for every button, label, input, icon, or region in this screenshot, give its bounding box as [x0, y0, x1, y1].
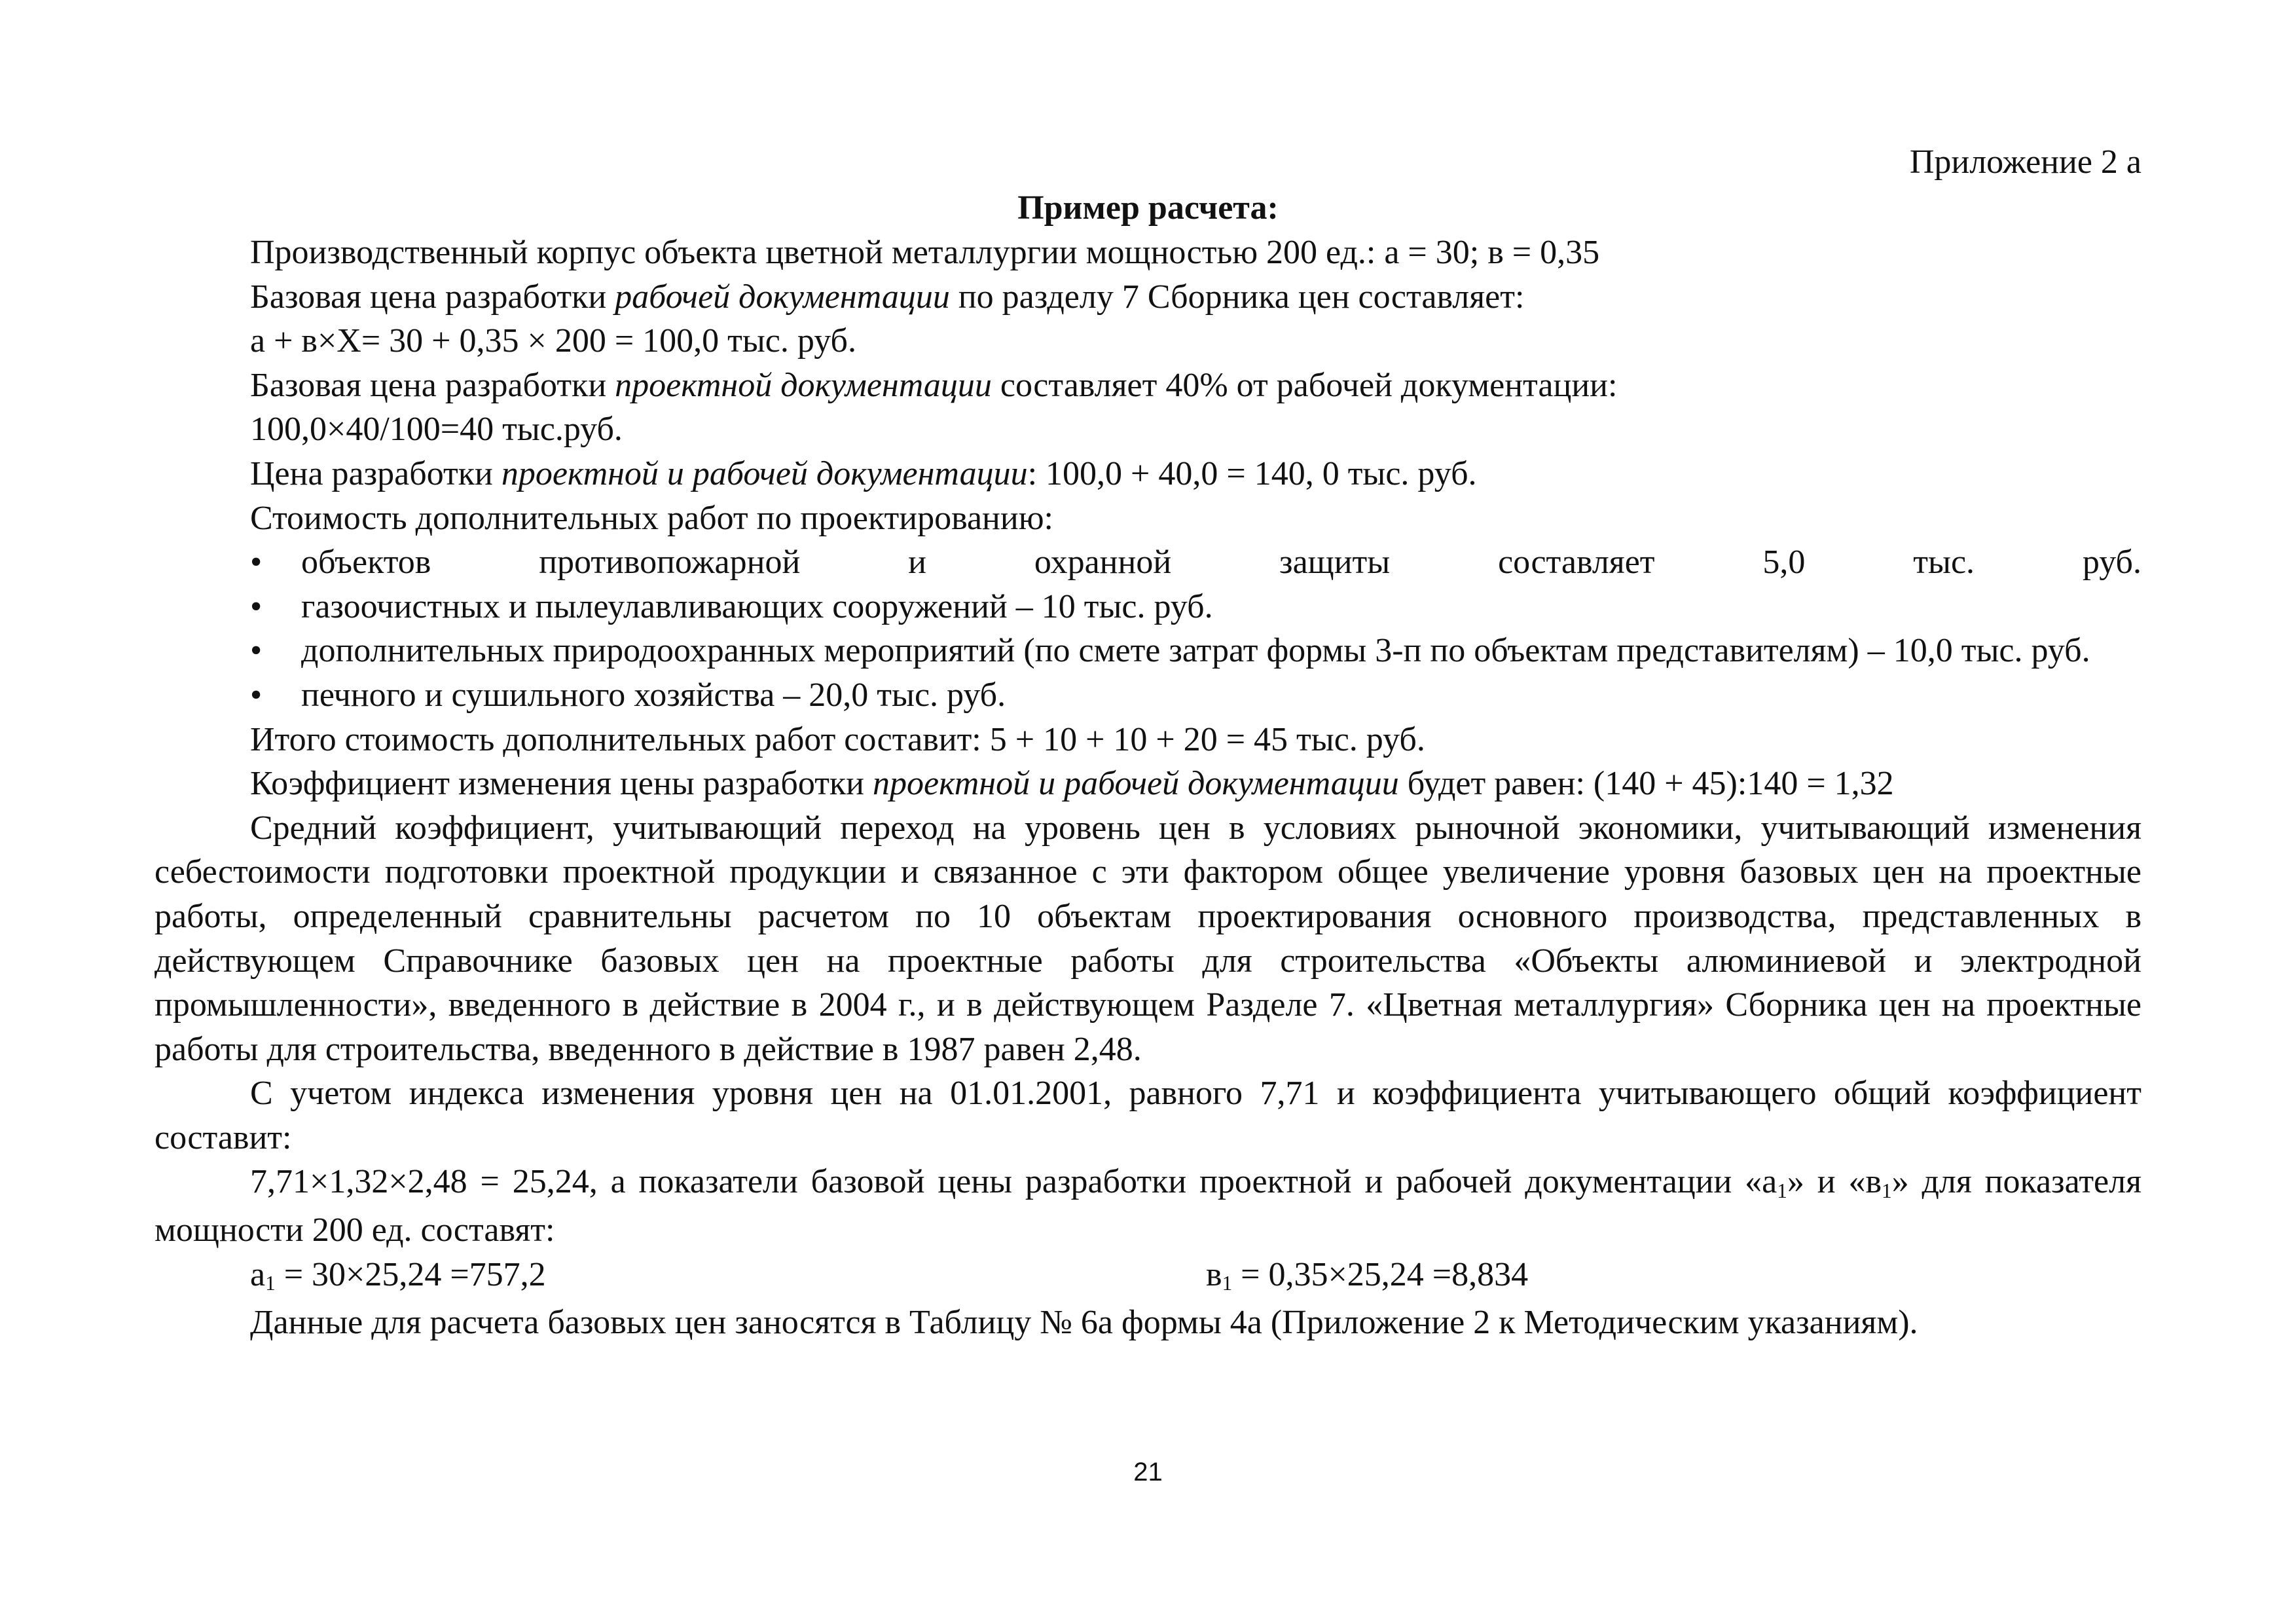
- price-total-line: Цена разработки проектной и рабочей документации: 100,0 + 40,0 = 140, 0 тыс. руб.: [250, 454, 1477, 492]
- bullet-icon: •: [250, 544, 263, 581]
- page-title: Пример расчета:: [1017, 189, 1279, 227]
- base-price-working-line: Базовая цена разработки рабочей документации по разделу 7 Сборника цен составляет:: [250, 278, 1525, 316]
- bullet-item: • печного и сушильного хозяйства – 20,0 тыс. руб.: [155, 673, 2141, 718]
- bullet-icon: •: [250, 587, 263, 625]
- bullet-icon: •: [250, 676, 263, 714]
- page-number: 21: [1133, 1458, 1163, 1486]
- result-a1: $а_1 = 30\times 25,24 =757,2$: [250, 1255, 546, 1295]
- final-note: Данные для расчета базовых цен заносятся в Таблицу № 6а формы 4а (Приложение 2 к Методическим указаниям).: [250, 1304, 1918, 1342]
- bullet-icon: •: [250, 632, 263, 670]
- coefficient-results: [155, 1253, 2141, 1301]
- bullet-item: • газоочистных и пылеулавливающих сооружений – 10 тыс. руб.: [155, 585, 2141, 629]
- calculation-paragraph: 7,71×1,32×2,48 = 25,24, а показатели базовой цены разработки проектной и рабочей документации «$а_1$» и «$в_1$» для показателя мощности 200 ед. составят:: [155, 1163, 2141, 1249]
- formula-working: а + в×Х= 30 + 0,35 × 200 = 100,0 тыс. руб.: [250, 322, 856, 360]
- formula-project: 100,0×40/100=40 тыс.руб.: [250, 411, 623, 449]
- appendix-label: Приложение 2 а: [1909, 143, 2141, 181]
- total-additional-works: Итого стоимость дополнительных работ составит: 5 + 10 + 10 + 20 = 45 тыс. руб.: [250, 720, 1425, 758]
- document-body: [155, 231, 2141, 1345]
- average-coefficient-paragraph: Средний коэффициент, учитывающий переход на уровень цен в условиях рыночной экономики, учитывающий изменения себестоимости подготовки проектной продукции и связанное с эти фактором общее увеличение уровня базовых цен на проектные работы, определенный сравнительны расчетом по 10 объектам проектирования основного производства, представленных в действующем Справочнике базовых цен на проектные работы для строительства «Объекты алюминиевой и электродной промышленности», введенного в действие в 2004 г., и в действующем Разделе 7. «Цветная металлургия» Сборника цен на проектные работы для строительства, введенного в действие в 1987 равен 2,48.: [155, 809, 2141, 1068]
- bullet-item: • объектов противопожарной и охранной защиты составляет 5,0 тыс. руб.: [155, 540, 2141, 585]
- base-price-project-line: Базовая цена разработки проектной документации составляет 40% от рабочей документации:: [250, 366, 1618, 404]
- additional-works-heading: Стоимость дополнительных работ по проектированию:: [250, 499, 1054, 537]
- bullet-item: • дополнительных природоохранных мероприятий (по смете затрат формы 3-п по объектам представителям) – 10,0 тыс. руб.: [155, 629, 2141, 673]
- index-paragraph: С учетом индекса изменения уровня цен на 01.01.2001, равного 7,71 и коэффициента учитывающего общий коэффициент составит:: [155, 1075, 2141, 1156]
- coefficient-line: Коэффициент изменения цены разработки проектной и рабочей документации будет равен: (140 + 45):140 = 1,32: [250, 765, 1894, 803]
- result-b1: $в_1 = 0,35\times 25,24 =8,834$: [1206, 1255, 1529, 1295]
- object-description: Производственный корпус объекта цветной металлургии мощностью 200 ед.: а = 30; в = 0,35: [250, 234, 1600, 271]
